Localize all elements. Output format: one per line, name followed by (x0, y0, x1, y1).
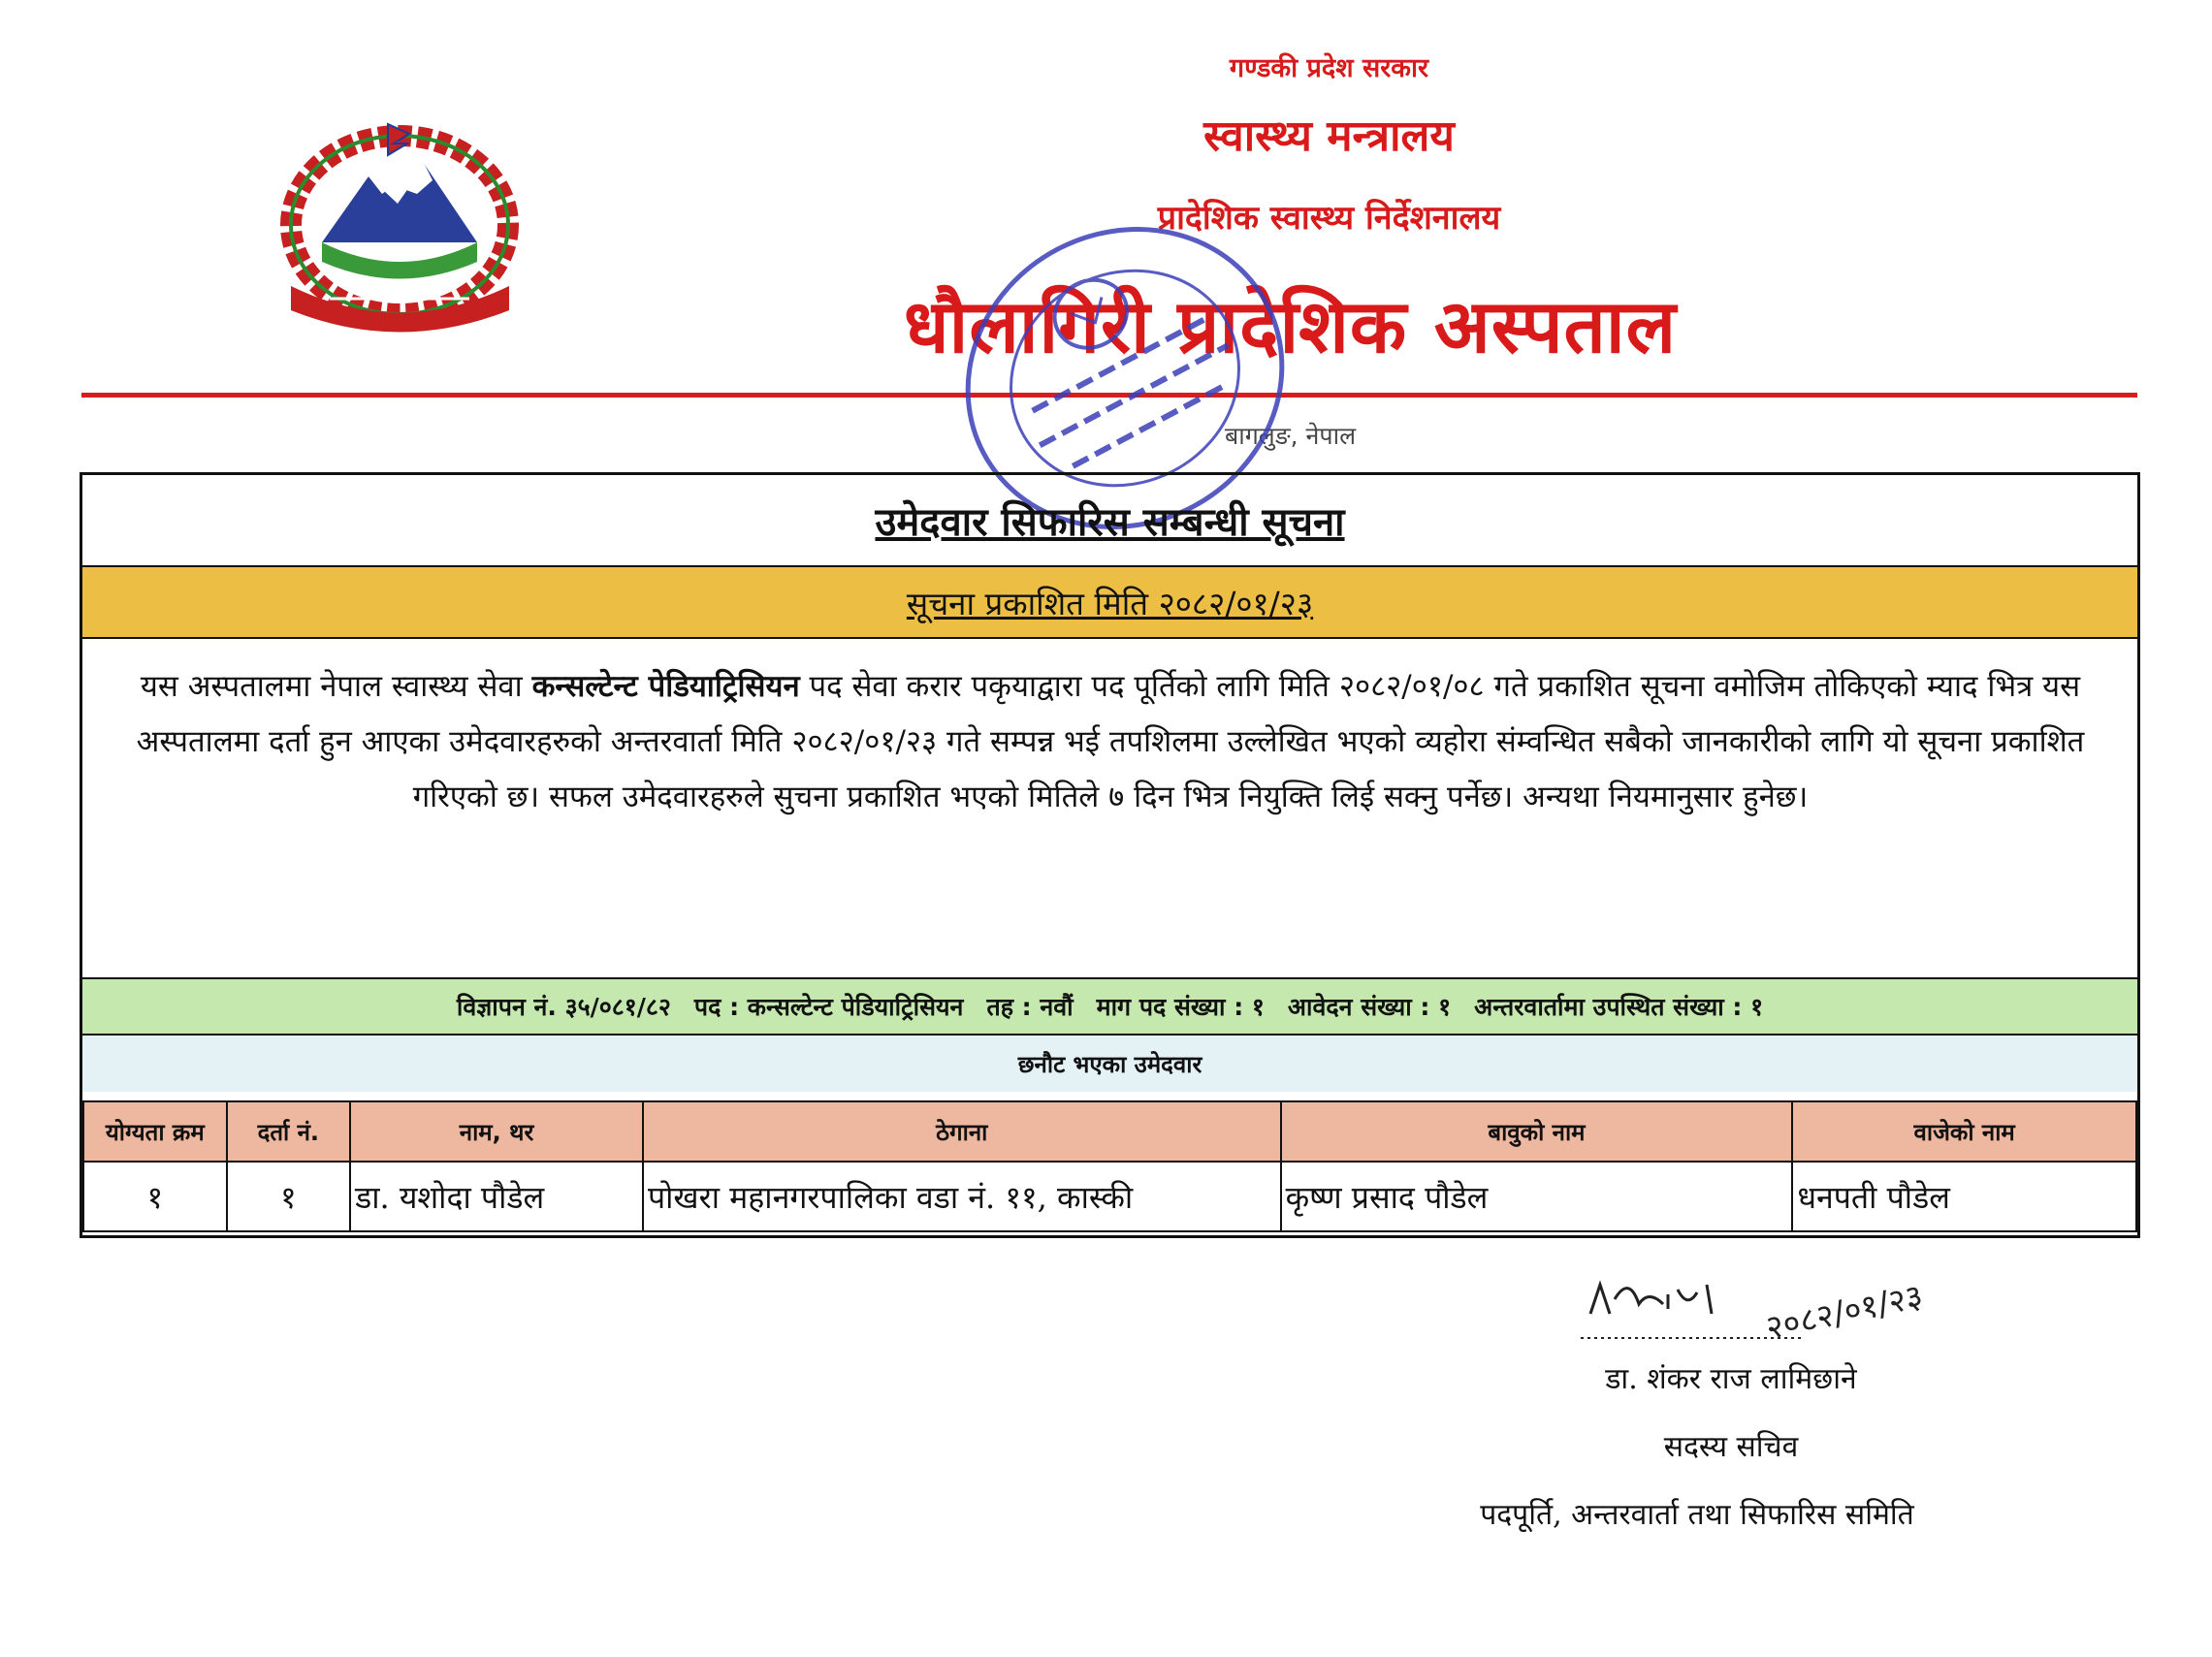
notice-title: उमेदवार सिफारिस सम्बन्धी सूचना (875, 500, 1345, 545)
notice-body-post-title: कन्सल्टेन्ट पेडियाट्रिसियन (531, 669, 800, 704)
results-table (82, 1100, 2137, 1232)
col-address: ठेगाना (643, 1101, 1281, 1162)
table-row (83, 1162, 2136, 1231)
post-name: पद : कन्सल्टेन्ट पेडियाट्रिसियन (693, 993, 964, 1021)
notice-body-details: पद सेवा करार पकृयाद्वारा पद पूर्तिको लागि मिति २०८२/०१/०८ गते प्रकाशित सूचना वमोजिम तोकिएको म्याद भित्र यस अस्पतालमा दर्ता हुन आएका उमेदवारहरुको अन्तरवार्ता मिति २०८२/०१/२३ गते सम्पन्न भई तपशिलमा उल्लेखित भएको व्यहोरा संम्वन्धित सबैको जानकारीको लागि यो सूचना प्रकाशित गरिएको छ। सफल उमेदवारहरुले सुचना प्रकाशित भएको मितिले ७ दिन भित्र नियुक्ति लिई सक्नु पर्नेछ। अन्यथा नियमानुसार हुनेछ। (136, 669, 2085, 814)
attended-count: अन्तरवार्तामा उपस्थित संख्या : १ (1474, 993, 1764, 1021)
notice-body-intro: यस अस्पतालमा नेपाल स्वास्थ्य सेवा (140, 669, 523, 704)
vacancy-details (82, 977, 2137, 1036)
table-header-row (83, 1101, 2136, 1162)
cell-registration-no: १ (227, 1162, 351, 1231)
selected-candidates-heading: छनौट भएका उमेदवार (82, 1036, 2137, 1092)
demanded-count: माग पद संख्या : १ (1096, 993, 1265, 1021)
cell-father-name: कृष्ण प्रसाद पौडेल (1281, 1162, 1793, 1231)
cell-grandfather-name: धनपती पौडेल (1792, 1162, 2136, 1231)
application-count: आवेदन संख्या : १ (1287, 993, 1452, 1021)
signatory-committee: पदपूर्ति, अन्तरवार्ता तथा सिफारिस समिति (1480, 1498, 1914, 1532)
government-name: गण्डकी प्रदेश सरकार (1229, 53, 1429, 83)
notice-body (112, 659, 2109, 825)
col-name: नाम, थर (350, 1101, 643, 1162)
cell-merit-rank: १ (83, 1162, 227, 1231)
post-level: तह : नवौं (986, 993, 1074, 1021)
published-date: सूचना प्रकाशित मिति २०८२/०१/२३ (82, 565, 2137, 639)
signature-date: २०८२/०१/२३ (1762, 1276, 1927, 1349)
col-merit-rank: योग्यता क्रम (83, 1101, 227, 1162)
cell-name: डा. यशोदा पौडेल (350, 1162, 643, 1231)
ministry-name: स्वास्थ्य मन्त्रालय (1203, 112, 1455, 161)
cell-address: पोखरा महानगरपालिका वडा नं. ११, कास्की (643, 1162, 1281, 1231)
hospital-location: बागलुङ, नेपाल (1224, 422, 1357, 450)
col-grandfather-name: वाजेको नाम (1792, 1101, 2136, 1162)
notice-box (80, 472, 2140, 1238)
signature-icon (1571, 1246, 1978, 1357)
col-registration-no: दर्ता नं. (227, 1101, 351, 1162)
signatory-post: सदस्य सचिव (1663, 1430, 1799, 1464)
advertisement-number: विज्ञापन नं. ३५/०८१/८२ (456, 993, 671, 1021)
signatory-name: डा. शंकर राज लामिछाने (1605, 1362, 1857, 1396)
directorate-name: प्रादेशिक स्वास्थ्य निर्देशनालय (1157, 199, 1501, 238)
col-father-name: बावुको नाम (1281, 1101, 1793, 1162)
hospital-name: धौलागिरी प्रादेशिक अस्पताल (903, 283, 1678, 369)
